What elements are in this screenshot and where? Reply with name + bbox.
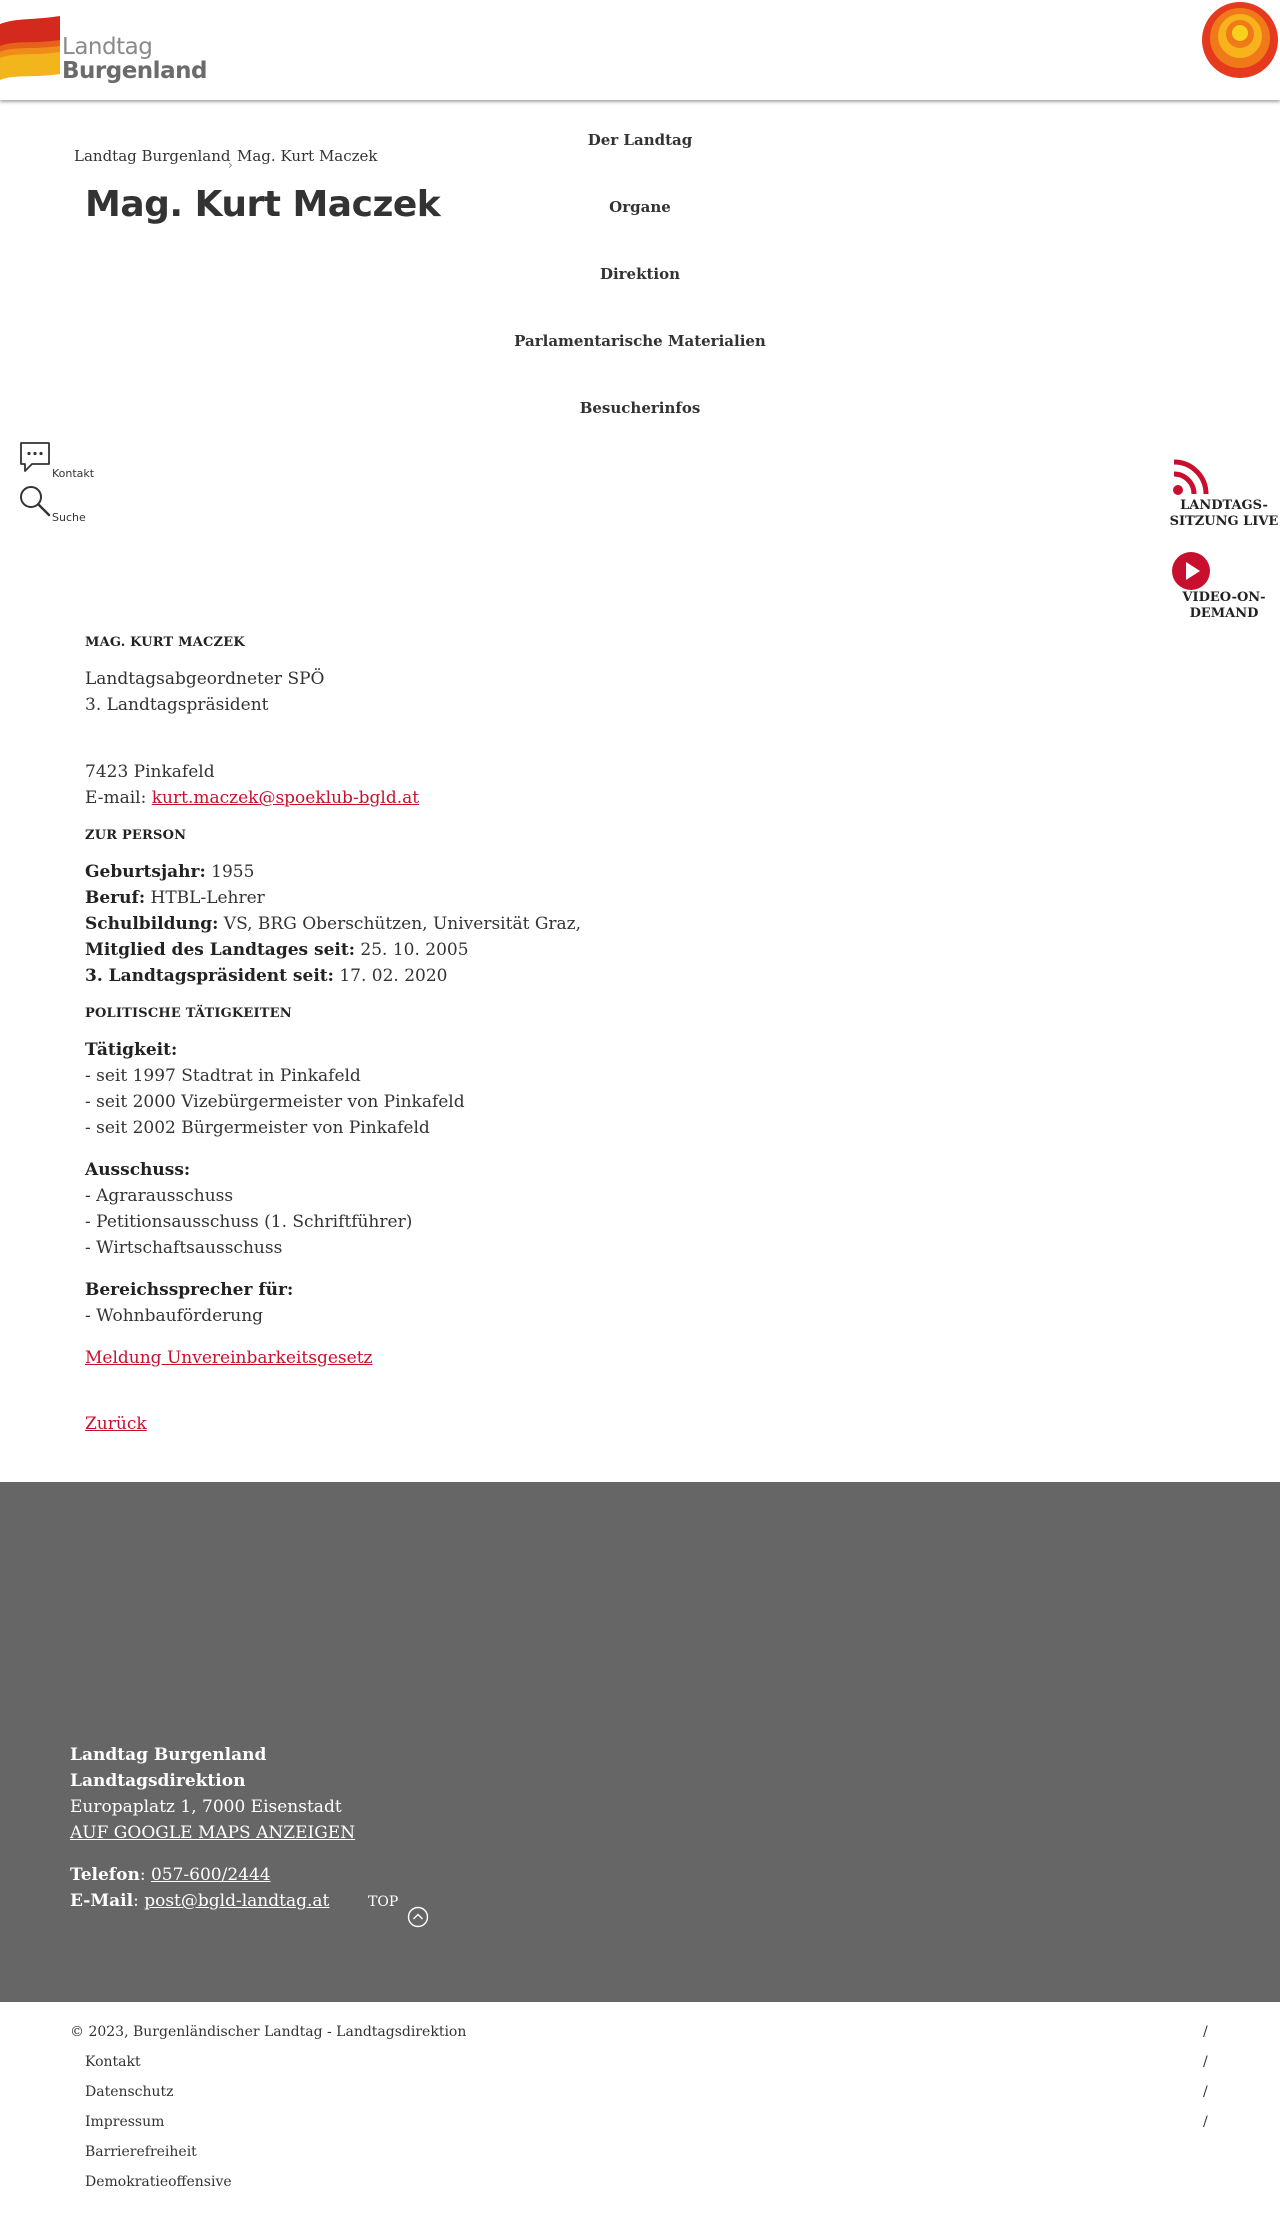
nav-der-landtag[interactable]: Der Landtag [587, 131, 693, 149]
footer-link-barrierefreiheit[interactable]: Barrierefreiheit [85, 2144, 197, 2160]
email-link[interactable]: kurt.maczek@spoeklub-bgld.at [151, 788, 420, 808]
info-row-beruf [85, 885, 1085, 911]
nav-parlamentarische-materialien[interactable]: Parlamentarische Materialien [514, 332, 766, 350]
info-value: 17. 02. 2020 [339, 966, 448, 986]
page-title: Mag. Kurt Maczek [85, 184, 441, 225]
site-logo[interactable] [0, 14, 207, 86]
list-item: - seit 2002 Bürgermeister von Pinkafeld [85, 1118, 430, 1138]
link-separator: / [1203, 2024, 1208, 2040]
link-separator: / [1203, 2084, 1208, 2100]
livestream-label-line2: SITZUNG LIVE [1169, 514, 1279, 529]
vod-label-line2: DEMAND [1189, 606, 1259, 621]
footer-link-datenschutz[interactable]: Datenschutz [85, 2084, 174, 2100]
search-label: Suche [52, 511, 86, 524]
email-label: E-mail: [85, 788, 147, 808]
sun-logo-icon[interactable] [1196, 0, 1280, 84]
breadcrumb-home[interactable]: Landtag Burgenland [74, 147, 231, 165]
contact-label: Kontakt [52, 467, 95, 480]
person-heading: MAG. KURT MACZEK [85, 635, 245, 650]
info-row-praesident [85, 963, 1085, 989]
info-label: 3. Landtagspräsident seit: [85, 966, 334, 986]
footer-link-kontakt[interactable]: Kontakt [85, 2054, 141, 2070]
info-label: Schulbildung: [85, 914, 219, 934]
bottom-bar [0, 2002, 1280, 2214]
sprecher-label: Bereichssprecher für: [85, 1280, 294, 1300]
search-icon [18, 484, 52, 518]
vod-label-line1: VIDEO-ON- [1182, 590, 1266, 605]
logo-text-landtag: Landtag [62, 34, 153, 60]
list-item: - seit 2000 Vizebürgermeister von Pinkafeld [85, 1092, 465, 1112]
footer-email-link[interactable]: post@bgld-landtag.at [144, 1891, 330, 1911]
logo-text-burgenland: Burgenland [62, 58, 207, 84]
info-value: 1955 [211, 862, 255, 882]
phone-link[interactable]: 057-600/2444 [150, 1865, 271, 1885]
footer-link-impressum[interactable]: Impressum [85, 2114, 165, 2130]
meldung-link[interactable]: Meldung Unvereinbarkeitsgesetz [85, 1348, 373, 1368]
taetigkeit-label: Tätigkeit: [85, 1040, 178, 1060]
rss-icon [1172, 458, 1210, 496]
footer-address: Europaplatz 1, 7000 Eisenstadt [70, 1797, 342, 1817]
footer-email-label: E-Mail [70, 1891, 134, 1911]
person-profile [85, 630, 1085, 1437]
person-role-president: 3. Landtagspräsident [85, 695, 269, 715]
breadcrumb-current: Mag. Kurt Maczek [237, 147, 378, 165]
footer-org-name: Landtag Burgenland [70, 1745, 267, 1765]
nav-direktion[interactable]: Direktion [599, 265, 681, 283]
nav-organe[interactable]: Organe [609, 198, 671, 216]
person-address: 7423 Pinkafeld [85, 762, 215, 782]
play-icon [1171, 551, 1211, 591]
list-item: - Wohnbauförderung [85, 1306, 264, 1326]
info-value: VS, BRG Oberschützen, Universität Graz, [223, 914, 582, 934]
footer-contact-block: Landtag Burgenland Landtagsdirektion Europaplatz 1, 7000 Eisenstadt AUF GOOGLE MAPS ANZEIGEN Telefon: 057-600/2444 E-Mail: post@bgld-landtag.at [70, 1745, 356, 1911]
info-row-schulbildung [85, 911, 1085, 937]
info-label: Mitglied des Landtages seit: [85, 940, 355, 960]
nav-besucherinfos[interactable]: Besucherinfos [579, 399, 701, 417]
chevron-up-circle-icon [407, 1906, 429, 1928]
flag-logo-icon [0, 16, 60, 80]
info-label: Beruf: [85, 888, 146, 908]
info-row-geburtsjahr [85, 859, 1085, 885]
list-item: - Petitionsausschuss (1. Schriftführer) [85, 1212, 413, 1232]
breadcrumb-chevron-icon: › [228, 158, 233, 172]
person-role-party: Landtagsabgeordneter SPÖ [85, 669, 325, 689]
footer-link-demokratieoffensive[interactable]: Demokratieoffensive [85, 2174, 232, 2190]
person-email-row [85, 785, 1085, 811]
zur-person-heading: ZUR PERSON [85, 828, 187, 843]
list-item: - Agrarausschuss [85, 1186, 234, 1206]
politik-heading: POLITISCHE TÄTIGKEITEN [85, 1006, 292, 1021]
back-link[interactable]: Zurück [85, 1414, 147, 1434]
chat-bubble-icon [18, 440, 52, 474]
list-item: - Wirtschaftsausschuss [85, 1238, 283, 1258]
info-row-mitglied [85, 937, 1085, 963]
phone-label: Telefon [70, 1865, 140, 1885]
top-label: TOP [368, 1894, 399, 1910]
site-header [0, 0, 1280, 100]
link-separator: / [1203, 2054, 1208, 2070]
link-separator: / [1203, 2114, 1208, 2130]
info-value: 25. 10. 2005 [360, 940, 469, 960]
info-value: HTBL-Lehrer [150, 888, 265, 908]
livestream-label-line1: LANDTAGS- [1180, 498, 1268, 513]
list-item: - seit 1997 Stadtrat in Pinkafeld [85, 1066, 361, 1086]
ausschuss-label: Ausschuss: [85, 1160, 191, 1180]
site-footer [0, 1482, 1280, 2002]
copyright: © 2023, Burgenländischer Landtag - Landtagsdirektion [70, 2024, 467, 2040]
info-label: Geburtsjahr: [85, 862, 206, 882]
google-maps-link[interactable]: AUF GOOGLE MAPS ANZEIGEN [70, 1823, 356, 1843]
footer-org-direktion: Landtagsdirektion [70, 1771, 246, 1791]
